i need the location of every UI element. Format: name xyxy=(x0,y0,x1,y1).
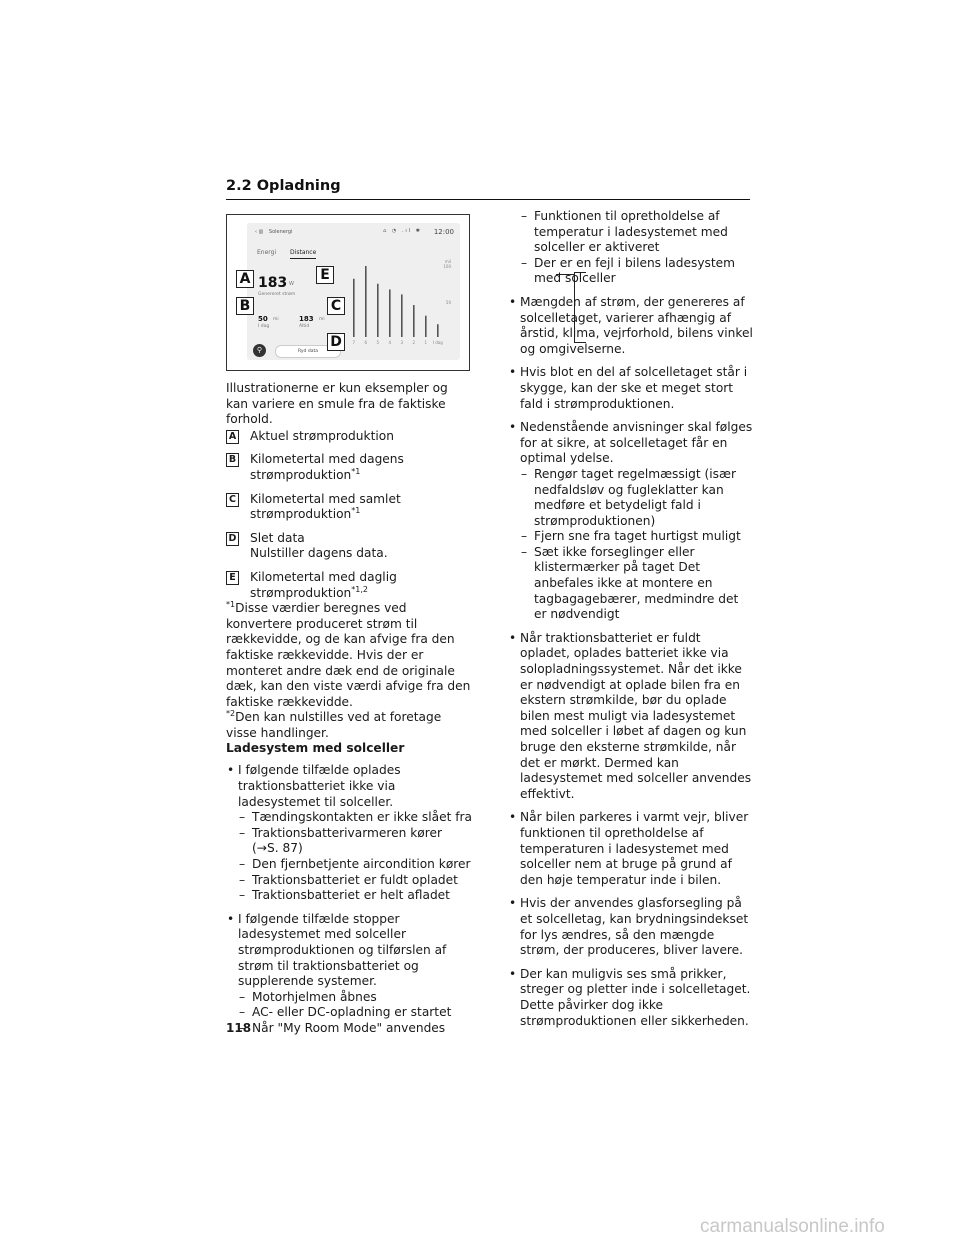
legend-item-b xyxy=(226,452,472,483)
left-dash-1-5: – Traktionsbatteriet er helt afladet xyxy=(226,888,472,904)
callout-d: D xyxy=(327,333,345,351)
footnote-1-mark: *1 xyxy=(226,600,236,610)
callout-a: A xyxy=(236,270,254,288)
chart-x-label: 1 xyxy=(424,340,428,345)
screen-title: Solenergi xyxy=(268,229,293,235)
figure-caption: Illustrationerne er kun eksempler og kan variere en smule fra de faktiske forhold. xyxy=(226,381,448,427)
footnote-2-mark: *2 xyxy=(226,709,236,719)
generated-power-unit: W xyxy=(289,281,294,287)
left-dash-1-1: – Tændingskontakten er ikke slået fra xyxy=(226,810,472,826)
legend-item-a xyxy=(226,429,472,445)
legend-sup-b: *1 xyxy=(351,466,361,476)
total-distance-unit: mi xyxy=(319,317,325,322)
total-distance-label: Altid xyxy=(299,324,310,329)
chart-x-label: I dag xyxy=(432,340,443,345)
clock: 12:00 xyxy=(433,228,454,236)
legend-key-b: B xyxy=(226,453,239,467)
today-distance-label: I dag xyxy=(258,324,270,329)
watermark: carmanualsonline.info xyxy=(700,1216,885,1237)
legend-text-c2: strømproduktion xyxy=(250,507,352,522)
callout-c: C xyxy=(327,297,345,315)
chart-x-label: 2 xyxy=(412,340,416,345)
subheading: Ladesystem med solceller xyxy=(226,741,405,756)
legend-key-a: A xyxy=(226,430,239,444)
chart-bar xyxy=(425,316,427,337)
right-dash-top-2: – Der er en fejl i bilens ladesystem med solceller xyxy=(508,256,754,287)
legend-sup-e: *1,2 xyxy=(351,584,369,594)
footnote-1-text: Disse værdier beregnes ved konvertere produceret strøm til rækkevidde, og de kan afvige fra den faktiske rækkevidde. Hvis der er monteret andre dæk end de originale dæk, kan den viste værdi afvige fra den faktiske rækkevidde. xyxy=(226,601,471,709)
footnote-1 xyxy=(226,601,472,710)
chart-bar xyxy=(365,266,367,337)
right-bullet-4: • Når traktionsbatteriet er fuldt opladet, oplades batteriet ikke via solopladningssystemet. Når det ikke er nødvendigt at oplade bilen fra en ekstern strømkilde, bør du oplade bilen mest muligt via ladesystemet med solceller i løbet af dagen og kun bruge den eksterne strømkilde, når det er mørkt. Dermed kan ladesystemet med solceller anvendes effektivt. xyxy=(508,631,754,803)
chart-ytick-100: 100 xyxy=(443,264,451,269)
generated-power-value: 183 xyxy=(258,275,288,291)
daily-distance-chart xyxy=(347,257,459,353)
legend-item-e xyxy=(226,570,472,601)
legend-text-a: Aktuel strømproduktion xyxy=(250,428,394,443)
right-dash-3-2: – Fjern sne fra taget hurtigst muligt xyxy=(508,529,754,545)
today-distance-value: 50 xyxy=(258,315,268,323)
chart-x-label: 4 xyxy=(388,340,392,345)
generated-power-label: Genereret strøm xyxy=(258,292,296,297)
right-bullet-1: • Mængden af strøm, der genereres af solcelletaget, varierer afhængig af årstid, klima, vejrforhold, bilens vinkel og omgivelserne. xyxy=(508,295,754,357)
chart-bar xyxy=(413,305,415,337)
signal-icons: ⌂ ◔ .ıl ✱ xyxy=(383,228,422,234)
legend-text-b1: Kilometertal med dagens xyxy=(250,452,404,467)
left-column xyxy=(226,381,472,1037)
legend-key-d: D xyxy=(226,532,239,546)
section-title: 2.2 Opladning xyxy=(226,178,341,194)
legend-item-d xyxy=(226,531,472,562)
left-dash-2-3: – Når "My Room Mode" anvendes xyxy=(226,1021,472,1037)
back-icon: ‹ ▥ xyxy=(255,229,264,235)
search-button[interactable] xyxy=(253,344,266,357)
chart-unit-label: mil xyxy=(444,259,451,264)
right-bullet-5: • Når bilen parkeres i varmt vejr, bliver funktionen til opretholdelse af temperaturen i ladesystemet med solceller nem at bruge på grund af den høje temperatur inde i bilen. xyxy=(508,810,754,888)
left-bullet-1 xyxy=(226,763,472,903)
right-dash-top-1: – Funktionen til opretholdelse af temperatur i ladesystemet med solceller er aktiveret xyxy=(508,209,754,256)
legend-text-b2: strømproduktion xyxy=(250,467,352,482)
right-dash-3-3: – Sæt ikke forseglinger eller klistermærker på taget Det anbefales ikke at montere en tagbagagebærer, medmindre det er nødvendigt xyxy=(508,545,754,623)
left-bullet-2 xyxy=(226,912,472,1037)
chart-bar xyxy=(401,294,403,337)
chart-bar xyxy=(437,324,439,337)
total-distance-value: 183 xyxy=(299,315,314,323)
callout-e: E xyxy=(316,266,334,284)
legend-text-e1: Kilometertal med daglig xyxy=(250,569,397,584)
chart-bar xyxy=(377,284,379,337)
right-dash-3-1: – Rengør taget regelmæssigt (især nedfaldsløv og fugleklatter kan medføre et betydeligt fald i strømproduktionen) xyxy=(508,467,754,529)
legend-text-d1: Slet data xyxy=(250,530,305,545)
footnote-2 xyxy=(226,710,472,741)
screen-tabs xyxy=(257,249,328,259)
chart-x-label: 7 xyxy=(352,340,356,345)
chart-x-label: 3 xyxy=(400,340,404,345)
screen-status-bar xyxy=(255,229,292,235)
legend-text-c1: Kilometertal med samlet xyxy=(250,491,401,506)
title-rule xyxy=(226,199,750,200)
reset-data-button[interactable]: Ryd data xyxy=(275,345,341,358)
right-bullet-3-group xyxy=(508,420,754,623)
legend-text-e2: strømproduktion xyxy=(250,585,352,600)
left-bullet-1-text: • I følgende tilfælde oplades traktionsbatteriet ikke via ladesystemet til solceller. xyxy=(226,763,472,810)
search-icon: ⚲ xyxy=(256,346,263,354)
left-dash-1-4: – Traktionsbatteriet er fuldt opladet xyxy=(226,873,472,889)
footnote-2-text: Den kan nulstilles ved at foretage visse handlinger. xyxy=(226,710,442,740)
tab-distance[interactable]: Distance xyxy=(290,249,316,259)
chart-x-label: 5 xyxy=(376,340,380,345)
tab-energy[interactable]: Energi xyxy=(257,249,277,256)
legend-key-c: C xyxy=(226,493,239,507)
today-distance-unit: mi xyxy=(273,317,279,322)
legend-item-c xyxy=(226,492,472,523)
right-column xyxy=(508,209,754,1029)
left-dash-1-2: – Traktionsbatterivarmeren kører (→S. 87) xyxy=(226,826,472,857)
display-screen xyxy=(247,223,460,360)
right-bullet-3: • Nedenstående anvisninger skal følges for at sikre, at solcelletaget får en optimal ydelse. xyxy=(508,420,754,467)
chart-x-label: 6 xyxy=(364,340,368,345)
chart-bar xyxy=(389,289,391,337)
solar-screen-illustration xyxy=(226,214,470,371)
legend-text-d2: Nulstiller dagens data. xyxy=(250,546,388,561)
legend-key-e: E xyxy=(226,571,239,585)
left-dash-1-3: – Den fjernbetjente aircondition kører xyxy=(226,857,472,873)
left-bullet-2-text: • I følgende tilfælde stopper ladesystemet med solceller strømproduktionen og tilførslen af strøm til traktionsbatteriet og supplerende systemer. xyxy=(226,912,472,990)
right-bullet-2: • Hvis blot en del af solcelletaget står i skygge, kan der ske et meget stort fald i strømproduktionen. xyxy=(508,365,754,412)
right-bullet-7: • Der kan muligvis ses små prikker, streger og pletter inde i solcelletaget. Dette påvirker dog ikke strømproduktionen eller sikkerheden. xyxy=(508,967,754,1029)
legend-sup-c: *1 xyxy=(351,506,361,516)
chart-bar xyxy=(353,279,355,337)
left-dash-2-1: – Motorhjelmen åbnes xyxy=(226,990,472,1006)
page-number: 118 xyxy=(226,1021,252,1035)
callout-b: B xyxy=(236,297,254,315)
left-dash-2-2: – AC- eller DC-opladning er startet xyxy=(226,1005,472,1021)
chart-ytick-50: 50 xyxy=(445,300,451,305)
right-bullet-6: • Hvis der anvendes glasforsegling på et solcelletag, kan brydningsindekset for lys ændres, så den mængde strøm, der produceres, bliver lavere. xyxy=(508,896,754,958)
